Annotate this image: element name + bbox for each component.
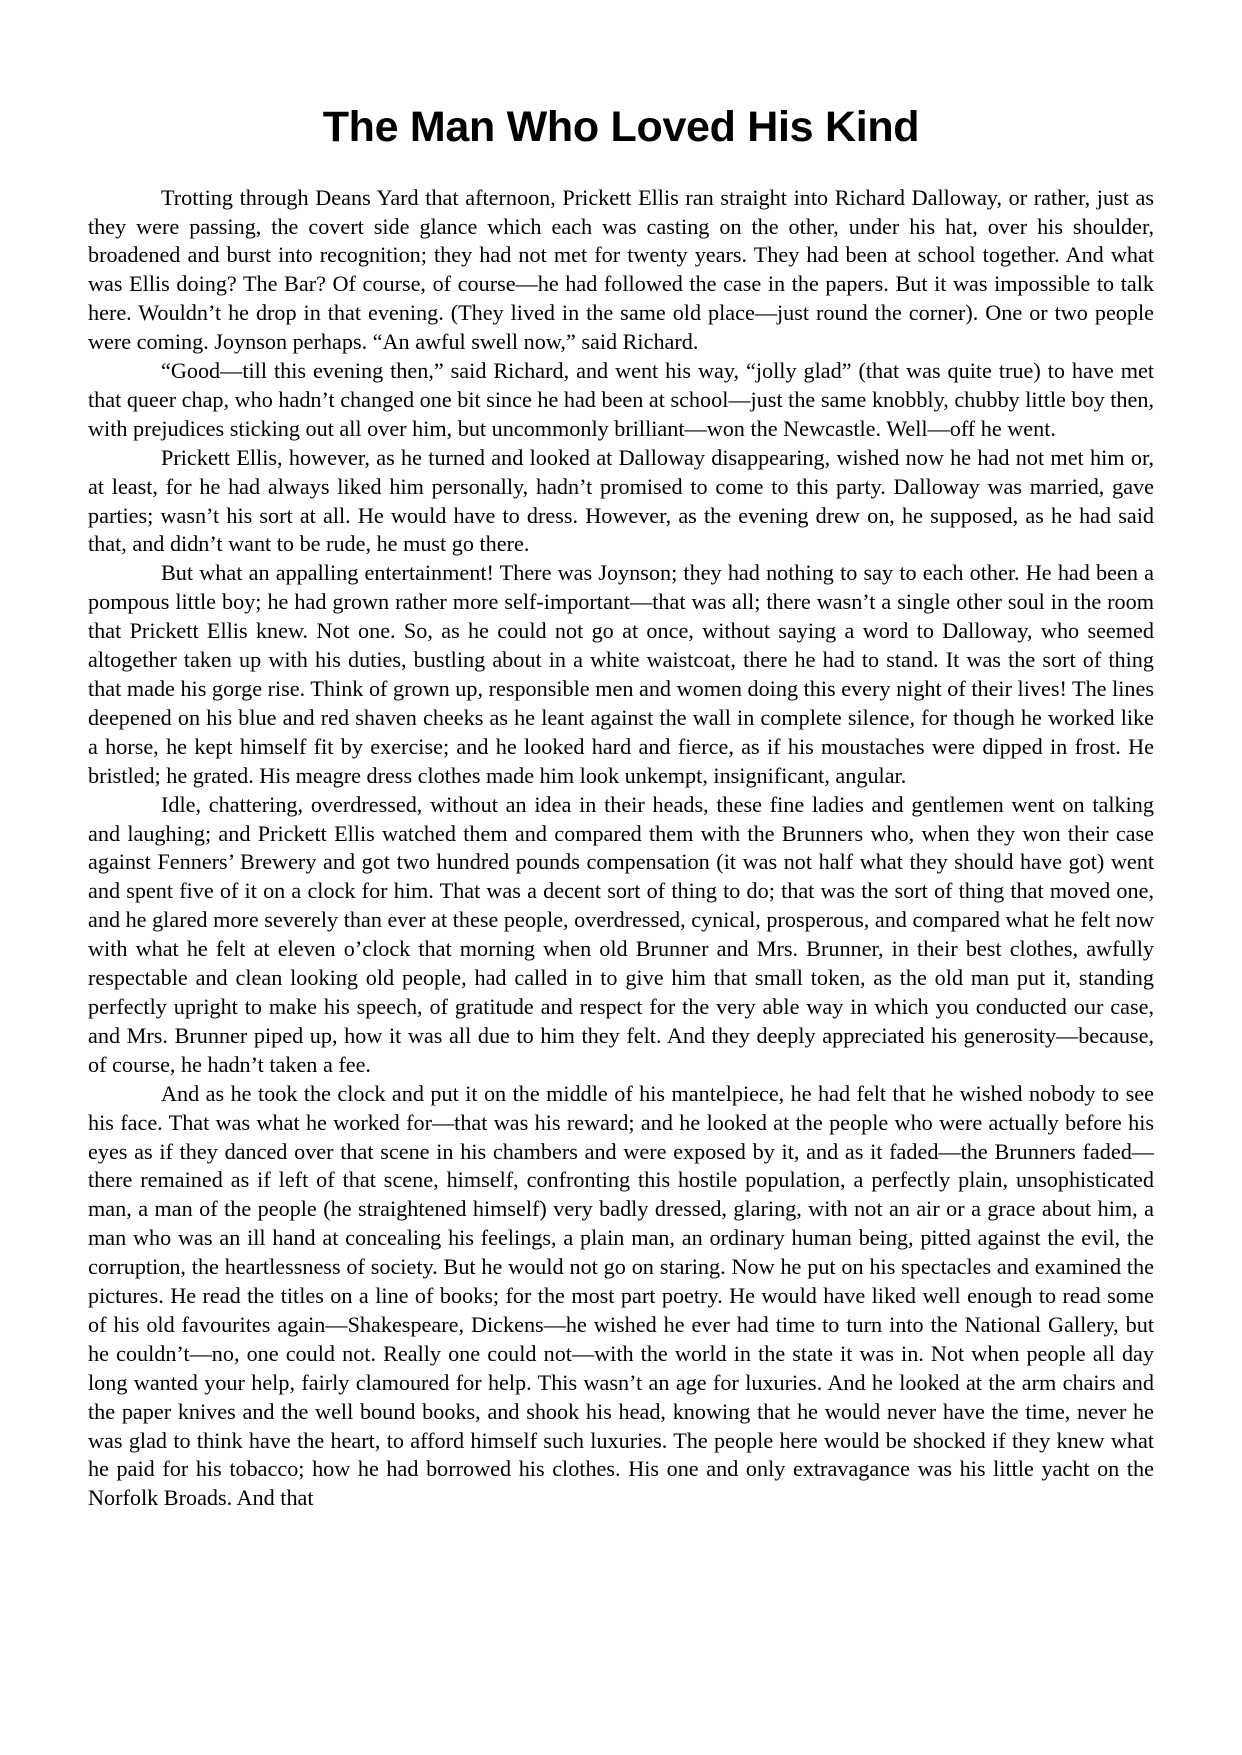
document-body — [88, 184, 1154, 1514]
paragraph-6: And as he took the clock and put it on the middle of his mantelpiece, he had felt that he wished nobody to see his face. That was what he worked for—that was his reward; and he looked at the people who were actually before his eyes as if they danced over that scene in his chambers and were exposed by it, and as it faded—the Brunners faded—there remained as if left of that scene, himself, confronting this hostile population, a perfectly plain, unsophisticated man, a man of the people (he straightened himself) very badly dressed, glaring, with not an air or a grace about him, a man who was an ill hand at concealing his feelings, a plain man, an ordinary human being, pitted against the evil, the corruption, the heartlessness of society. But he would not go on staring. Now he put on his spectacles and examined the pictures. He read the titles on a line of books; for the most part poetry. He would have liked well enough to read some of his old favourites again—Shakespeare, Dickens—he wished he ever had time to turn into the National Gallery, but he couldn’t—no, one could not. Really one could not—with the world in the state it was in. Not when people all day long wanted your help, fairly clamoured for help. This wasn’t an age for luxuries. And he looked at the arm chairs and the paper knives and the well bound books, and shook his head, knowing that he would never have the time, never he was glad to think have the heart, to afford himself such luxuries. The people here would be shocked if they knew what he paid for his tobacco; how he had borrowed his clothes. His one and only extravagance was his little yacht on the Norfolk Broads. And that — [88, 1080, 1154, 1511]
paragraph-1: Trotting through Deans Yard that afternoon, Prickett Ellis ran straight into Richard Dalloway, or rather, just as they were passing, the covert side glance which each was casting on the other, under his hat, over his shoulder, broadened and burst into recognition; they had not met for twenty years. They had been at school together. And what was Ellis doing? The Bar? Of course, of course—he had followed the case in the papers. But it was impossible to talk here. Wouldn’t he drop in that evening. (They lived in the same old place—just round the corner). One or two people were coming. Joynson perhaps. “An awful swell now,” said Richard. — [88, 184, 1154, 355]
page-title: The Man Who Loved His Kind — [322, 103, 920, 151]
paragraph-3: Prickett Ellis, however, as he turned and looked at Dalloway disappearing, wished now he had not met him or, at least, for he had always liked him personally, hadn’t promised to come to this party. Dalloway was married, gave parties; wasn’t his sort at all. He would have to dress. However, as the evening drew on, he supposed, as he had said that, and didn’t want to be rude, he must go there. — [88, 444, 1154, 557]
paragraph-5: Idle, chattering, overdressed, without an idea in their heads, these fine ladies and gentlemen went on talking and laughing; and Prickett Ellis watched them and compared them with the Brunners who, when they won their case against Fenners’ Brewery and got two hundred pounds compensation (it was not half what they should have got) went and spent five of it on a clock for him. That was a decent sort of thing to do; that was the sort of thing that moved one, and he glared more severely than ever at these people, overdressed, cynical, prosperous, and compared what he felt now with what he felt at eleven o’clock that morning when old Brunner and Mrs. Brunner, in their best clothes, awfully respectable and clean looking old people, had called in to give him that small token, as the old man put it, standing perfectly upright to make his speech, of gratitude and respect for the very able way in which you conducted our case, and Mrs. Brunner piped up, how it was all due to him they felt. And they deeply appreciated his generosity—because, of course, he hadn’t taken a fee. — [88, 791, 1154, 1077]
paragraph-4: But what an appalling entertainment! There was Joynson; they had nothing to say to each other. He had been a pompous little boy; he had grown rather more self-important—that was all; there wasn’t a single other soul in the room that Prickett Ellis knew. Not one. So, as he could not go at once, without saying a word to Dalloway, who seemed altogether taken up with his duties, bustling about in a white waistcoat, there he had to stand. It was the sort of thing that made his gorge rise. Think of grown up, responsible men and women doing this every night of their lives! The lines deepened on his blue and red shaven cheeks as he leant against the wall in complete silence, for though he worked like a horse, he kept himself fit by exercise; and he looked hard and fierce, as if his moustaches were dipped in frost. He bristled; he grated. His meagre dress clothes made him look unkempt, insignificant, angular. — [88, 560, 1154, 788]
document-page — [88, 102, 1154, 1513]
paragraph-2: “Good—till this evening then,” said Richard, and went his way, “jolly glad” (that was quite true) to have met that queer chap, who hadn’t changed one bit since he had been at school—just the same knobbly, chubby little boy then, with prejudices sticking out all over him, but uncommonly brilliant—won the Newcastle. Well—off he went. — [88, 358, 1154, 441]
